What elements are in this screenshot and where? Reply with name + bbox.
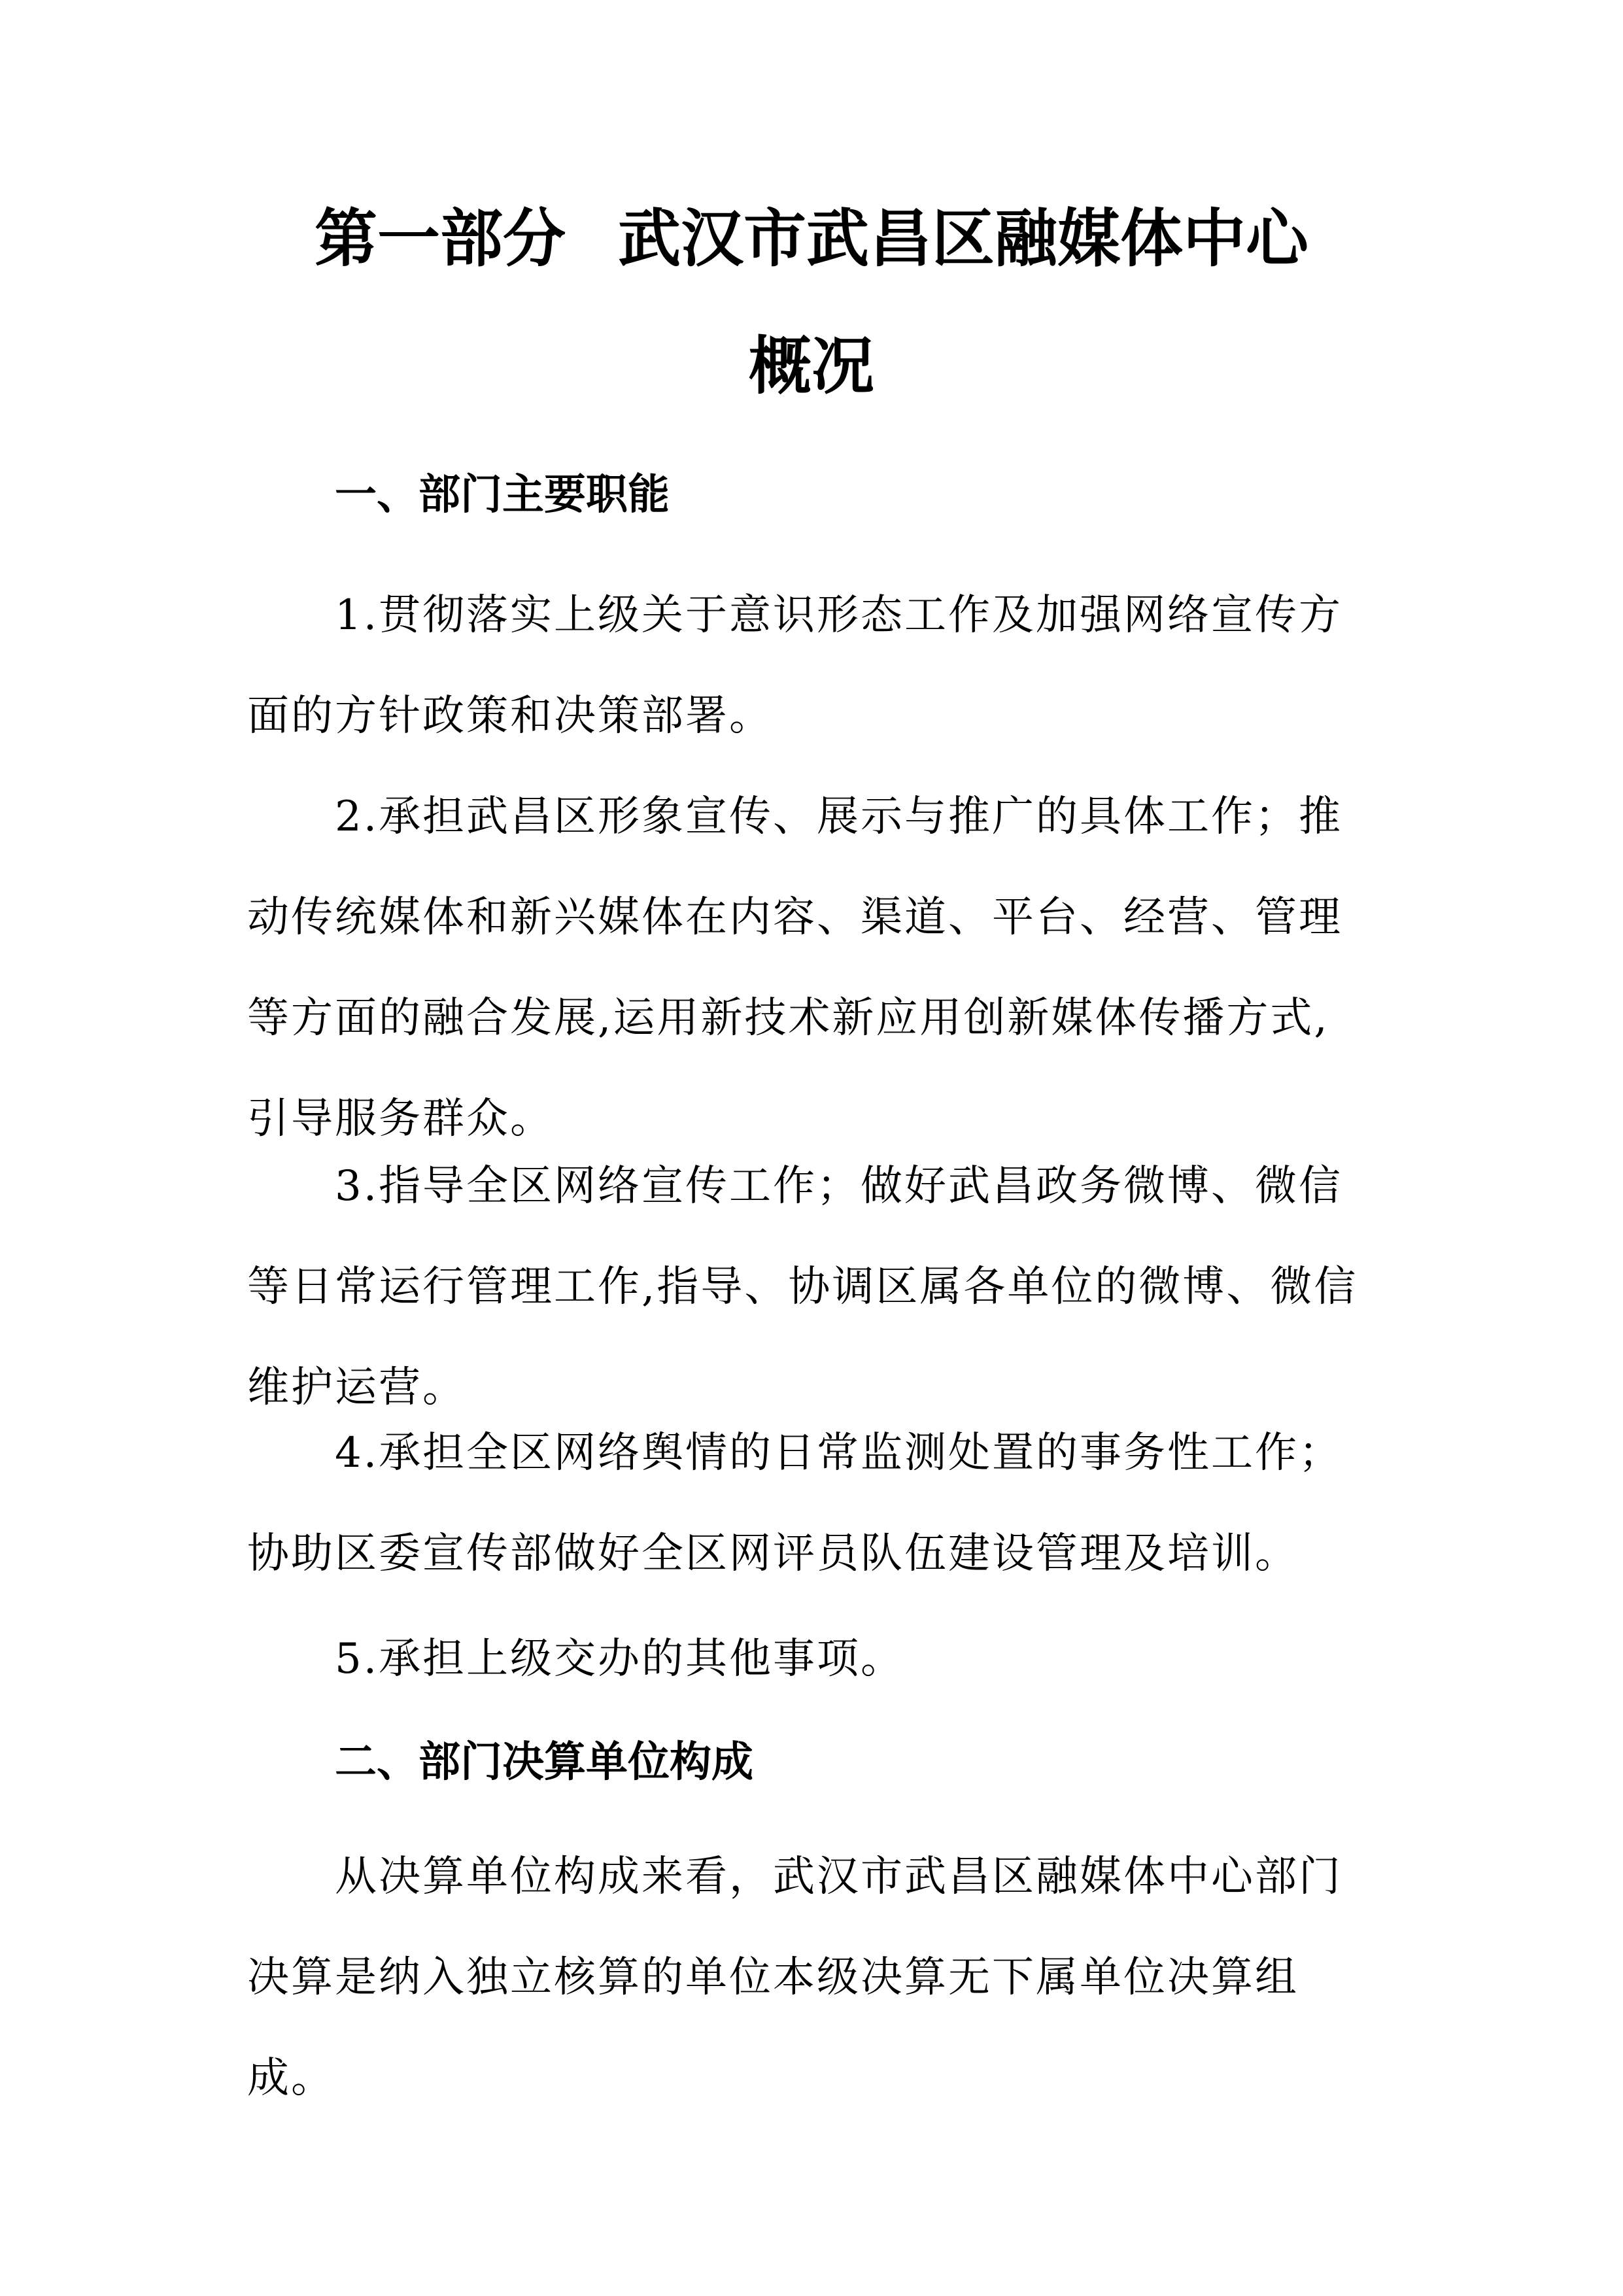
unit-composition-paragraph bbox=[247, 1826, 1378, 2129]
text-line: 5.承担上级交办的其他事项。 bbox=[335, 1635, 905, 1683]
title-part-label: 第一部分 bbox=[315, 202, 566, 275]
text-line: 4.承担全区网络舆情的日常监测处置的事务性工作； bbox=[335, 1429, 1343, 1477]
function-item-5 bbox=[247, 1609, 1378, 1709]
function-item-2 bbox=[247, 766, 1378, 1169]
text-line: 2.承担武昌区形象宣传、展示与推广的具体工作；推 bbox=[335, 793, 1343, 841]
text-line: 成。 bbox=[247, 2054, 335, 2102]
text-line: 3.指导全区网络宣传工作；做好武昌政务微博、微信 bbox=[335, 1162, 1343, 1210]
text-line: 1.贯彻落实上级关于意识形态工作及加强网络宣传方 bbox=[335, 591, 1343, 640]
section-heading-main-functions: 一、部门主要职能 bbox=[335, 471, 670, 519]
function-item-1 bbox=[247, 565, 1378, 766]
text-line: 从决算单位构成来看，武汉市武昌区融媒体中心部门 bbox=[335, 1853, 1342, 1901]
text-line: 动传统媒体和新兴媒体在内容、渠道、平台、经营、管理 bbox=[247, 893, 1342, 942]
text-line: 等日常运行管理工作,指导、协调区属各单位的微博、微信 bbox=[247, 1263, 1358, 1311]
section-heading-unit-composition: 二、部门决算单位构成 bbox=[335, 1738, 753, 1787]
text-line: 面的方针政策和决策部署。 bbox=[247, 692, 773, 740]
text-line: 协助区委宣传部做好全区网评员队伍建设管理及培训。 bbox=[247, 1530, 1299, 1578]
page-title bbox=[0, 199, 1623, 278]
page-title-line2: 概况 bbox=[749, 330, 874, 403]
text-line: 维护运营。 bbox=[247, 1363, 466, 1412]
text-line: 引导服务群众。 bbox=[247, 1095, 554, 1143]
text-line: 决算是纳入独立核算的单位本级决算无下属单位决算组 bbox=[247, 1953, 1299, 2002]
text-line: 等方面的融合发展,运用新技术新应用创新媒体传播方式, bbox=[247, 994, 1329, 1042]
title-organization: 武汉市武昌区融媒体中心 bbox=[618, 202, 1308, 275]
function-item-4 bbox=[247, 1403, 1378, 1604]
function-item-3 bbox=[247, 1136, 1378, 1438]
